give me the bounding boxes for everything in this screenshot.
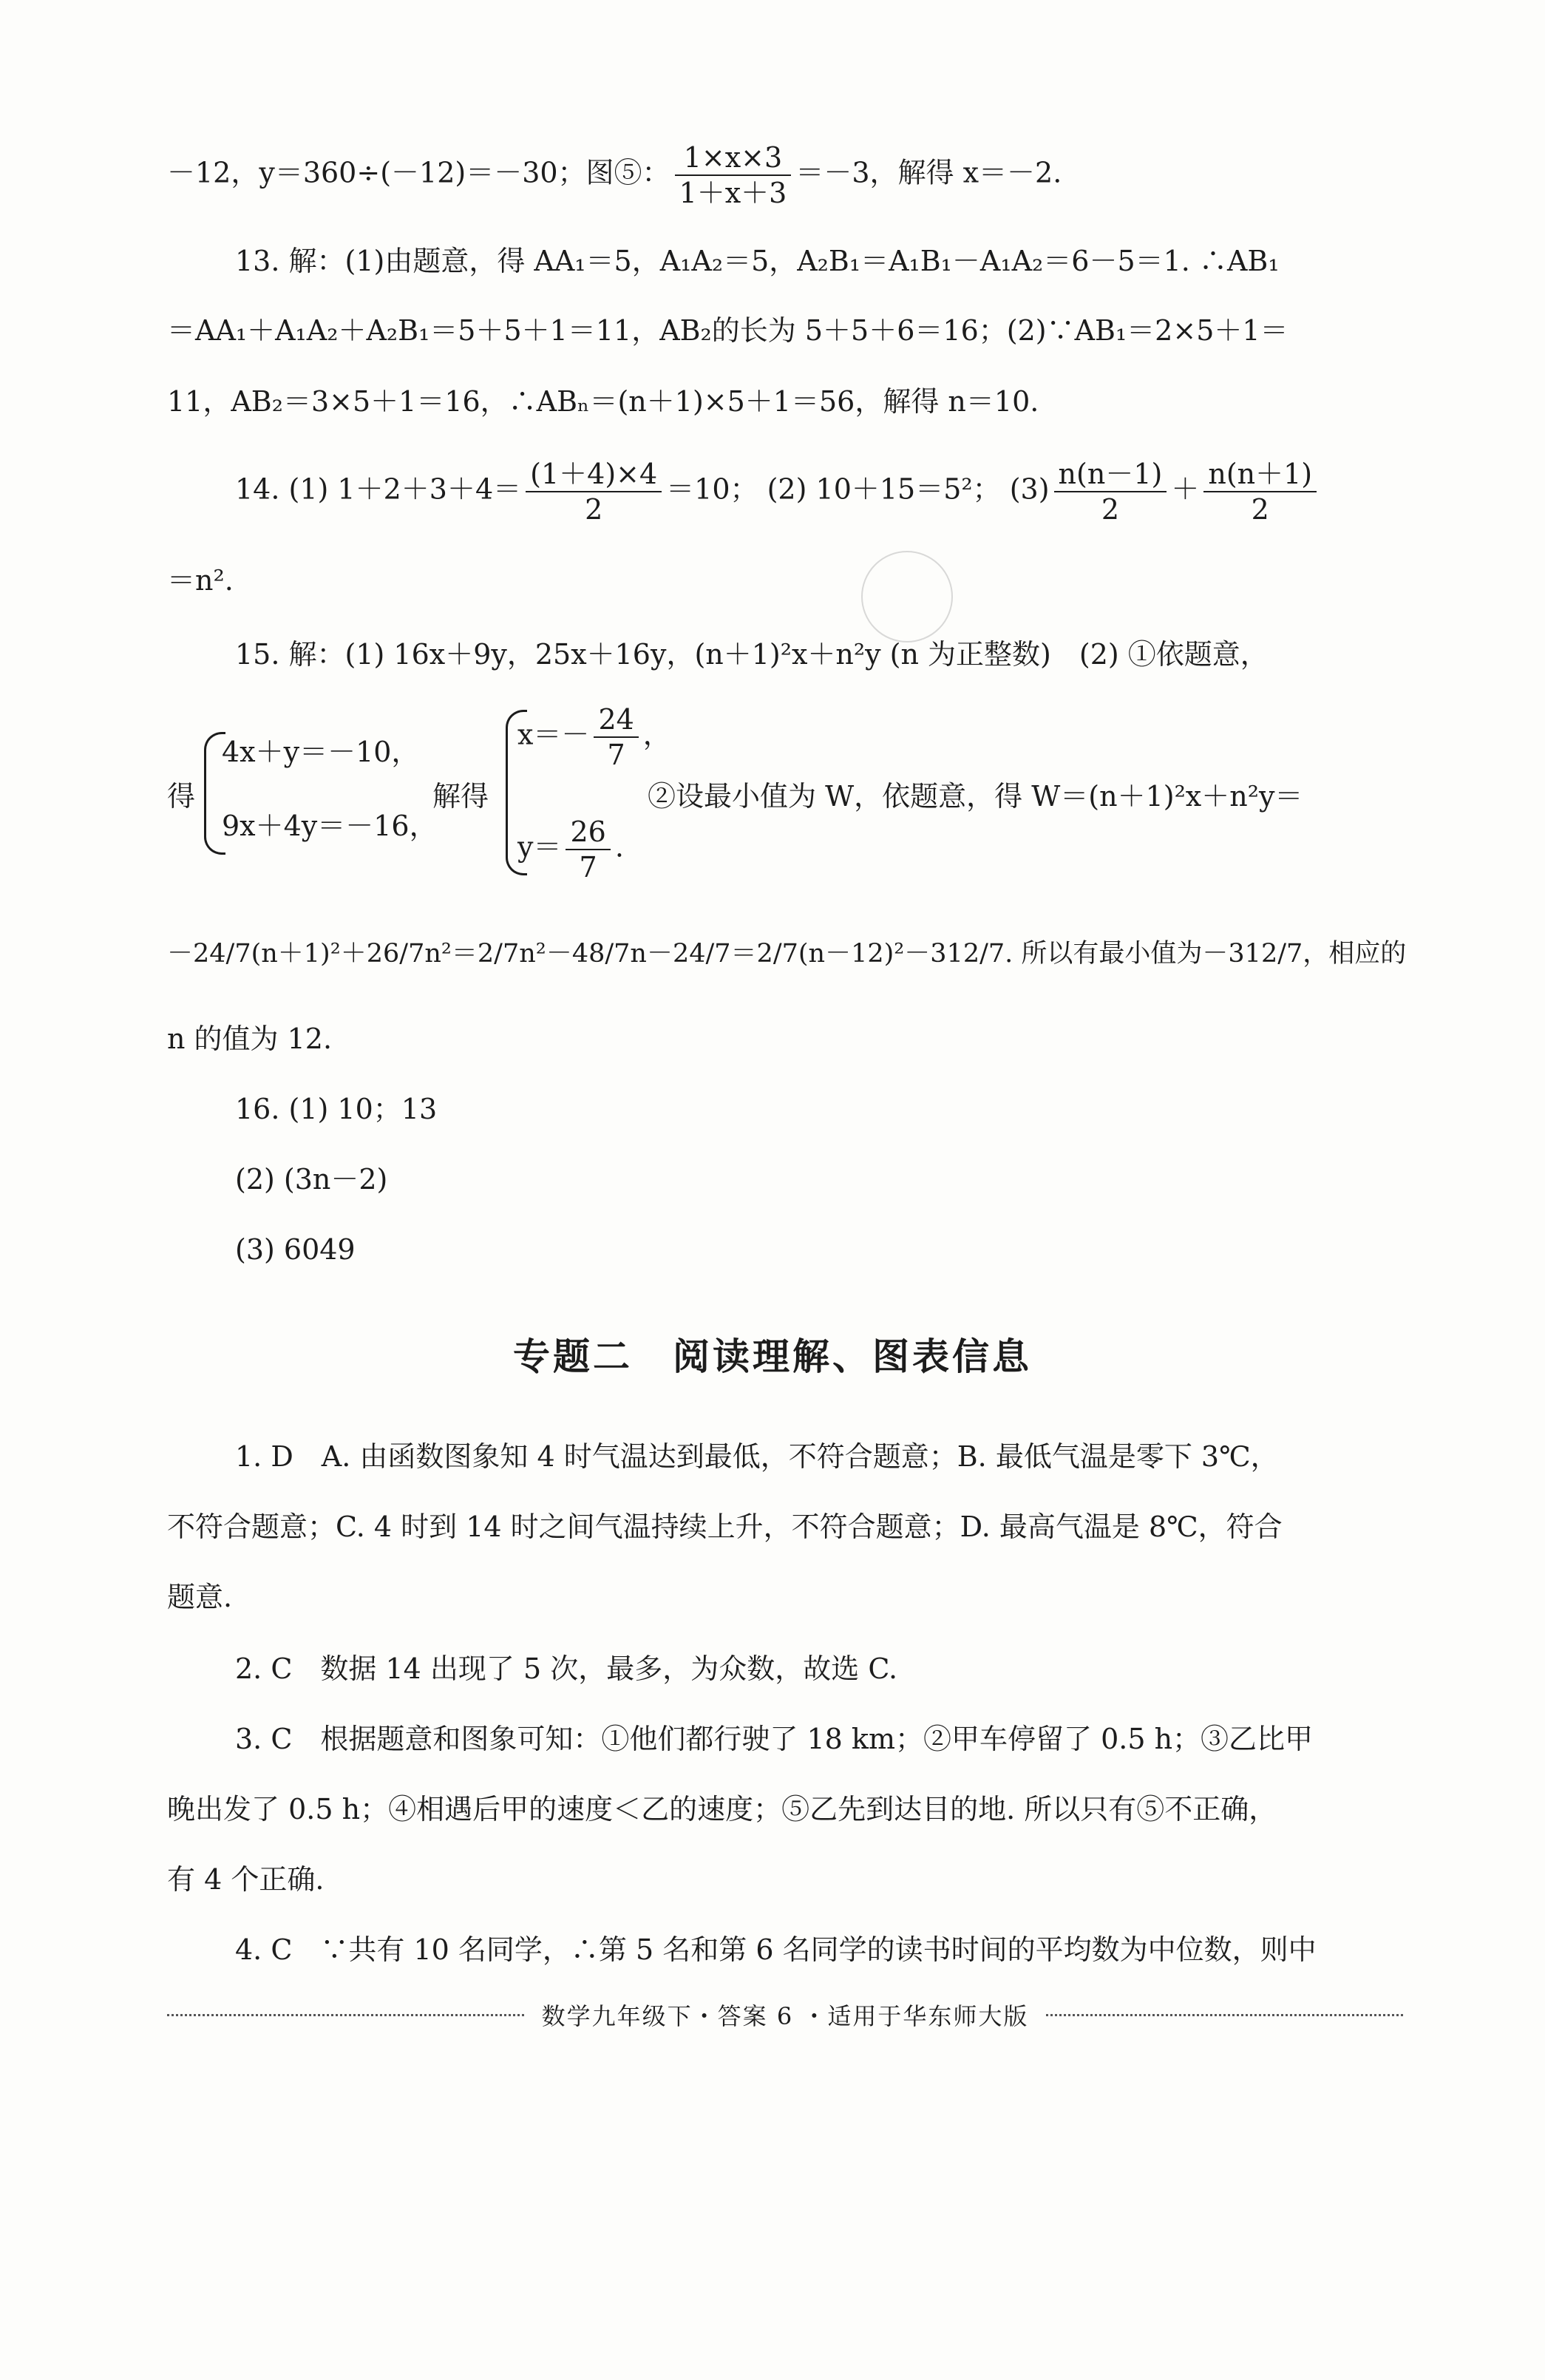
equation-2: 9x＋4y＝－16， <box>222 810 438 842</box>
solution-y <box>517 815 624 884</box>
fraction-numerator: 24 <box>594 702 638 738</box>
q13-line-3: 11，AB₂＝3×5＋1＝16，∴ABₙ＝(n＋1)×5＋1＝56，解得 n＝10. <box>167 385 1039 418</box>
q15-line-c: －24/7(n＋1)²＋26/7n²＝2/7n²－48/7n－24/7＝2/7(n－12)²－312/7. 所以有最小值为－312/7，相应的 <box>167 939 1407 969</box>
fraction <box>526 457 662 526</box>
q15-line-1: 15. 解：(1) 16x＋9y，25x＋16y，(n＋1)²x＋n²y (n 为正整数) (2) ①依题意， <box>235 638 1269 671</box>
watermark-stamp <box>861 551 953 643</box>
equation-1: 4x＋y＝－10， <box>222 736 420 768</box>
q14-text: 14. (1) 1＋2＋3＋4＝ <box>235 472 522 506</box>
q15-jie: 解得 <box>432 780 489 813</box>
fraction-denominator: 1＋x＋3 <box>679 177 787 209</box>
fraction <box>675 140 792 210</box>
q16-line-1: 16. (1) 10；13 <box>235 1093 438 1125</box>
footer-text: 数学九年级下・答案 6 ・适用于华东师大版 <box>541 2002 1029 2030</box>
fraction-numerator: (1＋4)×4 <box>526 457 662 492</box>
answer-1-line-1: 1. D A. 由函数图象知 4 时气温达到最低，不符合题意；B. 最低气温是零下 3℃， <box>235 1440 1279 1473</box>
line-1-end: ＝－3，解得 x＝－2. <box>795 156 1062 189</box>
solution-y-text: y＝ <box>517 830 562 864</box>
q16-line-3: (3) 6049 <box>235 1233 356 1266</box>
answer-3-line-3: 有 4 个正确. <box>167 1863 325 1896</box>
fraction-numerator: n(n＋1) <box>1203 457 1317 492</box>
answer-3-line-1: 3. C 根据题意和图象可知：①他们都行驶了 18 km；②甲车停留了 0.5 h；③乙比甲 <box>235 1723 1314 1755</box>
fraction-denominator: 2 <box>1251 493 1269 526</box>
fraction-denominator: 7 <box>607 739 625 771</box>
fraction <box>1054 457 1167 526</box>
q13-line-1: 13. 解：(1)由题意，得 AA₁＝5，A₁A₂＝5，A₂B₁＝A₁B₁－A₁A₂＝6－5＝1. ∴AB₁ <box>235 245 1280 277</box>
fraction-denominator: 2 <box>585 493 603 526</box>
solution-y-end: . <box>614 830 624 864</box>
q14-line-1 <box>235 457 1321 526</box>
footer-dots-right <box>1046 2014 1403 2016</box>
q13-line-2: ＝AA₁＋A₁A₂＋A₂B₁＝5＋5＋1＝11，AB₂的长为 5＋5＋6＝16；(2)∵AB₁＝2×5＋1＝ <box>167 314 1288 347</box>
answer-1-line-3: 题意. <box>167 1581 233 1613</box>
fraction-numerator: n(n－1) <box>1054 457 1167 492</box>
page-footer <box>167 1998 1403 2032</box>
answer-1-line-2: 不符合题意；C. 4 时到 14 时之间气温持续上升，不符合题意；D. 最高气温是 8℃，符合 <box>167 1511 1283 1543</box>
solution-x-text: x＝－ <box>517 718 590 751</box>
line-1 <box>167 140 1062 210</box>
section-title: 专题二 阅读理解、图表信息 <box>513 1335 1032 1378</box>
fraction-numerator: 1×x×3 <box>675 140 792 176</box>
line-1-text: －12，y＝360÷(－12)＝－30；图⑤： <box>167 156 670 189</box>
fraction-denominator: 7 <box>579 851 597 884</box>
footer-dots-left <box>167 2014 524 2016</box>
fraction <box>594 702 638 772</box>
q16-line-2: (2) (3n－2) <box>235 1163 388 1196</box>
fraction <box>566 815 610 884</box>
answer-3-line-2: 晚出发了 0.5 h；④相遇后甲的速度＜乙的速度；⑤乙先到达目的地. 所以只有⑤不正确， <box>167 1793 1277 1825</box>
solution-x-end: ， <box>642 718 671 751</box>
fraction-denominator: 2 <box>1101 493 1120 526</box>
q15-de: 得 <box>167 780 196 813</box>
q14-text-mid: ＝10； (2) 10＋15＝5²； (3) <box>666 472 1050 506</box>
q14-line-2: ＝n². <box>167 564 234 597</box>
q15-w: ②设最小值为 W，依题意，得 W＝(n＋1)²x＋n²y＝ <box>648 780 1303 813</box>
q15-line-d: n 的值为 12. <box>167 1023 333 1055</box>
answer-4: 4. C ∵共有 10 名同学，∴第 5 名和第 6 名同学的读书时间的平均数为中位数，则中 <box>235 1933 1317 1966</box>
fraction-numerator: 26 <box>566 815 610 850</box>
solution-x <box>517 702 671 772</box>
plus-sign: ＋ <box>1171 472 1200 506</box>
fraction <box>1203 457 1317 526</box>
answer-2: 2. C 数据 14 出现了 5 次，最多，为众数，故选 C. <box>235 1652 898 1685</box>
